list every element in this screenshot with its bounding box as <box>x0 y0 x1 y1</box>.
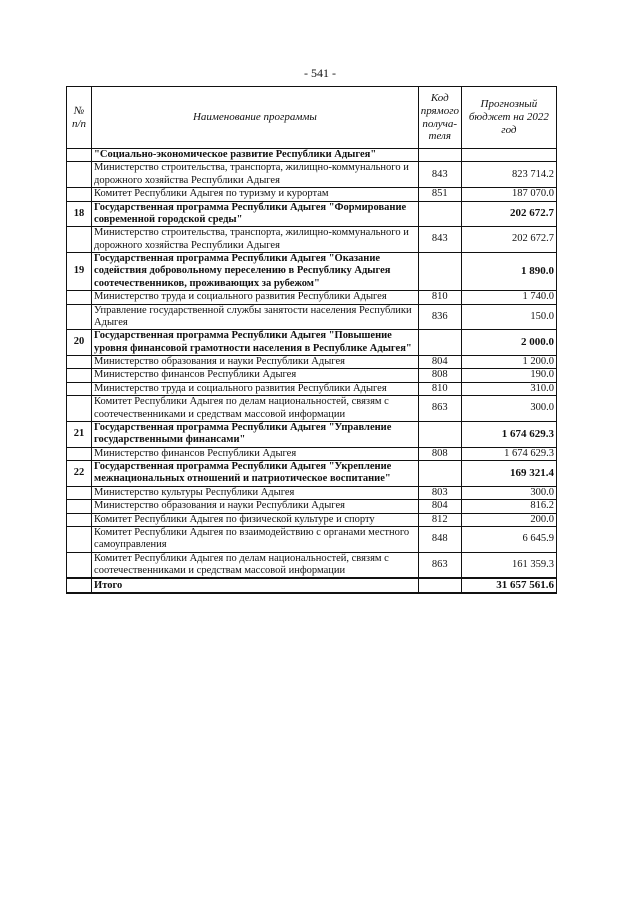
budget-table <box>66 86 557 594</box>
cell-code: 803 <box>418 486 461 499</box>
cell-sum: 300.0 <box>461 486 556 499</box>
cell-num <box>67 369 92 382</box>
cell-code: 836 <box>418 304 461 330</box>
cell-name: Министерство культуры Республики Адыгея <box>92 486 419 499</box>
cell-num: 19 <box>67 253 92 291</box>
program-row <box>67 330 557 356</box>
table-row <box>67 447 557 460</box>
table-row <box>67 227 557 253</box>
cell-sum: 1 200.0 <box>461 356 556 369</box>
cell-num <box>67 227 92 253</box>
cell-sum: 202 672.7 <box>461 227 556 253</box>
cell-num <box>67 356 92 369</box>
cell-sum: 6 645.9 <box>461 526 556 552</box>
table-row <box>67 291 557 304</box>
table-row <box>67 369 557 382</box>
cell-code: 848 <box>418 526 461 552</box>
cell-code: 804 <box>418 356 461 369</box>
header-code: Код прямого получа-теля <box>418 87 461 149</box>
cell-sum: 1 674 629.3 <box>461 421 556 447</box>
cell-name: Государственная программа Республики Адыгея "Формирование современной городской среды" <box>92 201 419 227</box>
cell-name: Государственная программа Республики Адыгея "Управление государственными финансами" <box>92 421 419 447</box>
cell-sum: 300.0 <box>461 396 556 422</box>
program-row <box>67 253 557 291</box>
cell-sum: 1 890.0 <box>461 253 556 291</box>
cell-num: 20 <box>67 330 92 356</box>
cell-sum: 310.0 <box>461 382 556 395</box>
cell-sum: 169 321.4 <box>461 461 556 487</box>
cell-code: 810 <box>418 382 461 395</box>
cell-code: 863 <box>418 396 461 422</box>
cell-name: "Социально-экономическое развитие Республики Адыгея" <box>92 149 419 162</box>
cell-name: Государственная программа Республики Адыгея "Оказание содействия добровольному переселению в Республику Адыгея соотечественников, проживающих за рубежом" <box>92 253 419 291</box>
table-row <box>67 486 557 499</box>
cell-code: 851 <box>418 188 461 201</box>
cell-code: 863 <box>418 552 461 578</box>
cell-num <box>67 500 92 513</box>
cell-name: Министерство строительства, транспорта, жилищно-коммунального и дорожного хозяйства Республики Адыгея <box>92 162 419 188</box>
cell-code <box>418 578 461 593</box>
cell-name: Министерство финансов Республики Адыгея <box>92 447 419 460</box>
cell-code <box>418 330 461 356</box>
cell-sum: 150.0 <box>461 304 556 330</box>
cell-num <box>67 552 92 578</box>
program-row <box>67 201 557 227</box>
table-row <box>67 396 557 422</box>
cell-name: Итого <box>92 578 419 593</box>
cell-name: Министерство строительства, транспорта, жилищно-коммунального и дорожного хозяйства Республики Адыгея <box>92 227 419 253</box>
cell-name: Министерство образования и науки Республики Адыгея <box>92 500 419 513</box>
cell-name: Управление государственной службы занятости населения Республики Адыгея <box>92 304 419 330</box>
table-row <box>67 382 557 395</box>
cell-code: 810 <box>418 291 461 304</box>
cell-num <box>67 162 92 188</box>
table-row <box>67 188 557 201</box>
cell-name: Министерство образования и науки Республики Адыгея <box>92 356 419 369</box>
header-num: № п/п <box>67 87 92 149</box>
cell-name: Государственная программа Республики Адыгея "Повышение уровня финансовой грамотности населения в Республике Адыгея" <box>92 330 419 356</box>
table-row <box>67 552 557 578</box>
cell-name: Комитет Республики Адыгея по делам национальностей, связям с соотечественниками и средствам массовой информации <box>92 552 419 578</box>
cell-num <box>67 304 92 330</box>
cell-sum <box>461 149 556 162</box>
table-row <box>67 513 557 526</box>
cell-num: 18 <box>67 201 92 227</box>
cell-num <box>67 396 92 422</box>
cell-sum: 200.0 <box>461 513 556 526</box>
program-row <box>67 461 557 487</box>
cell-sum: 31 657 561.6 <box>461 578 556 593</box>
cell-num <box>67 526 92 552</box>
program-row <box>67 149 557 162</box>
table-row <box>67 304 557 330</box>
cell-name: Комитет Республики Адыгея по туризму и курортам <box>92 188 419 201</box>
cell-code <box>418 421 461 447</box>
cell-num: 22 <box>67 461 92 487</box>
cell-sum: 823 714.2 <box>461 162 556 188</box>
page-number: - 541 - <box>304 66 336 80</box>
table-row <box>67 500 557 513</box>
cell-code: 843 <box>418 162 461 188</box>
table-row <box>67 526 557 552</box>
cell-sum: 1 674 629.3 <box>461 447 556 460</box>
cell-num <box>67 291 92 304</box>
cell-sum: 202 672.7 <box>461 201 556 227</box>
header-name: Наименование программы <box>92 87 419 149</box>
cell-num <box>67 513 92 526</box>
cell-code: 804 <box>418 500 461 513</box>
cell-sum: 161 359.3 <box>461 552 556 578</box>
cell-name: Министерство труда и социального развития Республики Адыгея <box>92 291 419 304</box>
cell-sum: 187 070.0 <box>461 188 556 201</box>
cell-name: Комитет Республики Адыгея по взаимодействию с органами местного самоуправления <box>92 526 419 552</box>
cell-code: 808 <box>418 369 461 382</box>
cell-sum: 2 000.0 <box>461 330 556 356</box>
cell-sum: 816.2 <box>461 500 556 513</box>
cell-name: Комитет Республики Адыгея по физической культуре и спорту <box>92 513 419 526</box>
cell-code <box>418 149 461 162</box>
cell-name: Государственная программа Республики Адыгея "Укрепление межнациональных отношений и патриотическое воспитание" <box>92 461 419 487</box>
cell-num <box>67 188 92 201</box>
cell-code: 843 <box>418 227 461 253</box>
program-row <box>67 421 557 447</box>
cell-code: 812 <box>418 513 461 526</box>
cell-code: 808 <box>418 447 461 460</box>
cell-num <box>67 382 92 395</box>
cell-num <box>67 149 92 162</box>
cell-num: 21 <box>67 421 92 447</box>
cell-code <box>418 253 461 291</box>
cell-num <box>67 447 92 460</box>
table-row <box>67 356 557 369</box>
cell-num <box>67 578 92 593</box>
cell-name: Комитет Республики Адыгея по делам национальностей, связям с соотечественниками и средствам массовой информации <box>92 396 419 422</box>
cell-sum: 1 740.0 <box>461 291 556 304</box>
cell-name: Министерство финансов Республики Адыгея <box>92 369 419 382</box>
cell-sum: 190.0 <box>461 369 556 382</box>
table-row <box>67 162 557 188</box>
cell-code <box>418 461 461 487</box>
cell-num <box>67 486 92 499</box>
cell-name: Министерство труда и социального развития Республики Адыгея <box>92 382 419 395</box>
header-budget: Прогнозный бюджет на 2022 год <box>461 87 556 149</box>
total-row <box>67 578 557 593</box>
table-header-row <box>67 87 557 149</box>
cell-code <box>418 201 461 227</box>
table-body <box>67 149 557 594</box>
